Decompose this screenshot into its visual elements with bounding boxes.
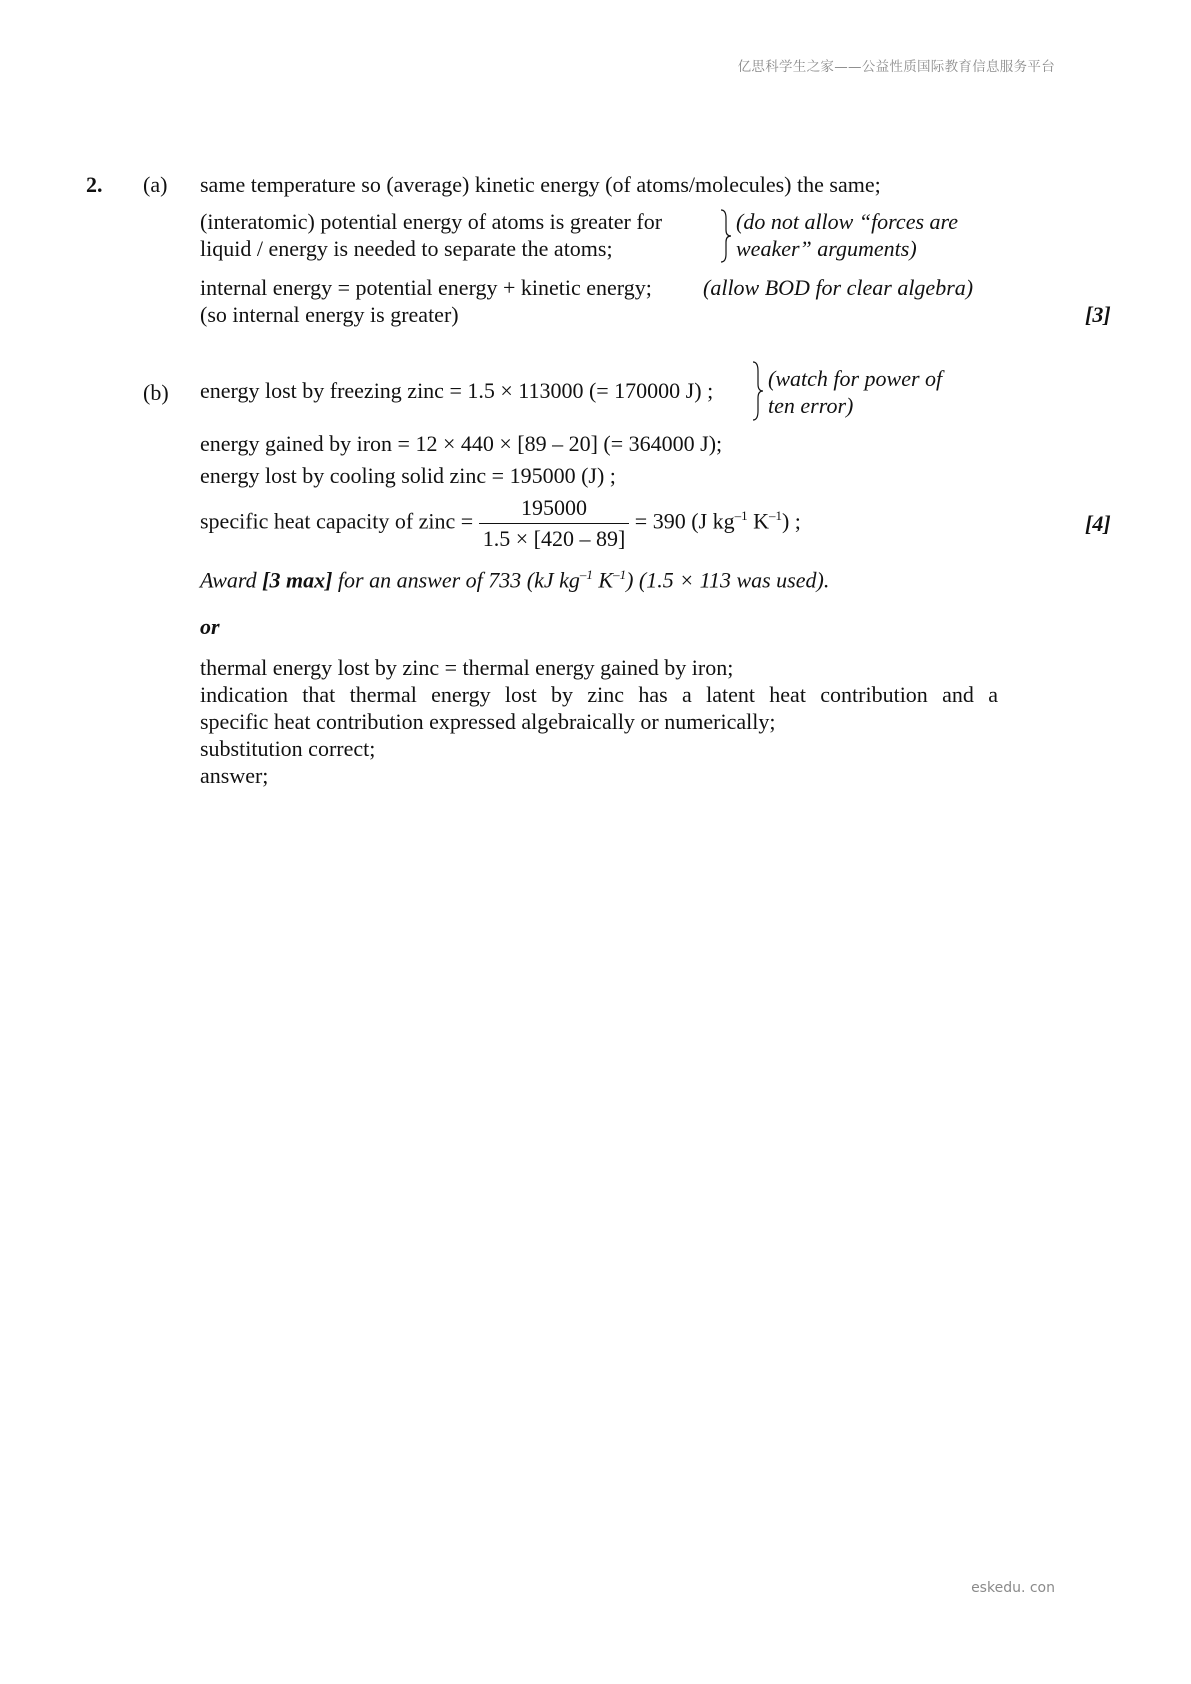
part-a-line-2b: liquid / energy is needed to separate the atoms;: [200, 236, 613, 261]
alt-line-3: specific heat contribution expressed algebraically or numerically;: [200, 709, 776, 734]
part-b-label: (b): [143, 380, 169, 405]
part-a-marks: [3]: [1085, 302, 1111, 327]
unit-kelvin: K: [747, 508, 769, 534]
award-end: ) (1.5 × 113 was used).: [626, 567, 830, 593]
part-a-line-4: (so internal energy is greater): [200, 302, 459, 327]
part-a-label: (a): [143, 172, 168, 197]
or-separator: or: [200, 614, 220, 639]
question-number: 2.: [86, 172, 103, 197]
right-brace-icon: [750, 360, 766, 422]
alt-line-5: answer;: [200, 763, 269, 788]
part-a-note-2: (allow BOD for clear algebra): [703, 275, 974, 300]
part-b-marks: [4]: [1085, 511, 1111, 536]
shc-fraction: [479, 495, 630, 552]
page-header: 亿思科学生之家——公益性质国际教育信息服务平台: [737, 59, 1055, 75]
award-kelvin: K: [592, 567, 614, 593]
alt-line-1: thermal energy lost by zinc = thermal energy gained by iron;: [200, 655, 734, 680]
award-note: [200, 567, 829, 593]
part-b-note-1b: ten error): [768, 393, 854, 418]
award-post: for an answer of 733 (kJ kg: [337, 567, 580, 593]
unit-exponent: –1: [734, 508, 748, 524]
alt-line-4: substitution correct;: [200, 736, 376, 761]
alt-line-2: indication that thermal energy lost by zinc has a latent heat contribution and a: [200, 682, 998, 707]
fraction-denominator: 1.5 × [420 – 89]: [482, 526, 626, 551]
unit-exponent: –1: [579, 567, 593, 582]
shc-result: = 390 (J kg: [634, 508, 735, 534]
part-b-line-1: energy lost by freezing zinc = 1.5 × 113000 (= 170000 J) ;: [200, 378, 714, 403]
page-footer: eskedu. con: [971, 1580, 1055, 1596]
part-a-line-3: internal energy = potential energy + kinetic energy;: [200, 275, 652, 300]
fraction-numerator: 195000: [479, 495, 630, 524]
part-b-line-4: [200, 495, 801, 552]
part-a-line-2a: (interatomic) potential energy of atoms is greater for: [200, 209, 663, 234]
award-pre: Award: [200, 567, 257, 593]
part-a-note-1a: (do not allow “forces are: [736, 209, 959, 234]
unit-exponent: –1: [768, 508, 782, 524]
part-b-line-3: energy lost by cooling solid zinc = 195000 (J) ;: [200, 463, 616, 488]
part-b-line-2: energy gained by iron = 12 × 440 × [89 – 20] (= 364000 J);: [200, 431, 723, 456]
part-a-note-1b: weaker” arguments): [736, 236, 917, 261]
part-a-line-1: same temperature so (average) kinetic energy (of atoms/molecules) the same;: [200, 172, 881, 197]
right-brace-icon: [718, 208, 734, 264]
award-max: [3 max]: [262, 567, 333, 593]
unit-exponent: –1: [613, 567, 627, 582]
shc-prefix: specific heat capacity of zinc =: [200, 508, 474, 534]
unit-close: ) ;: [781, 508, 801, 534]
part-b-note-1a: (watch for power of: [768, 366, 943, 391]
